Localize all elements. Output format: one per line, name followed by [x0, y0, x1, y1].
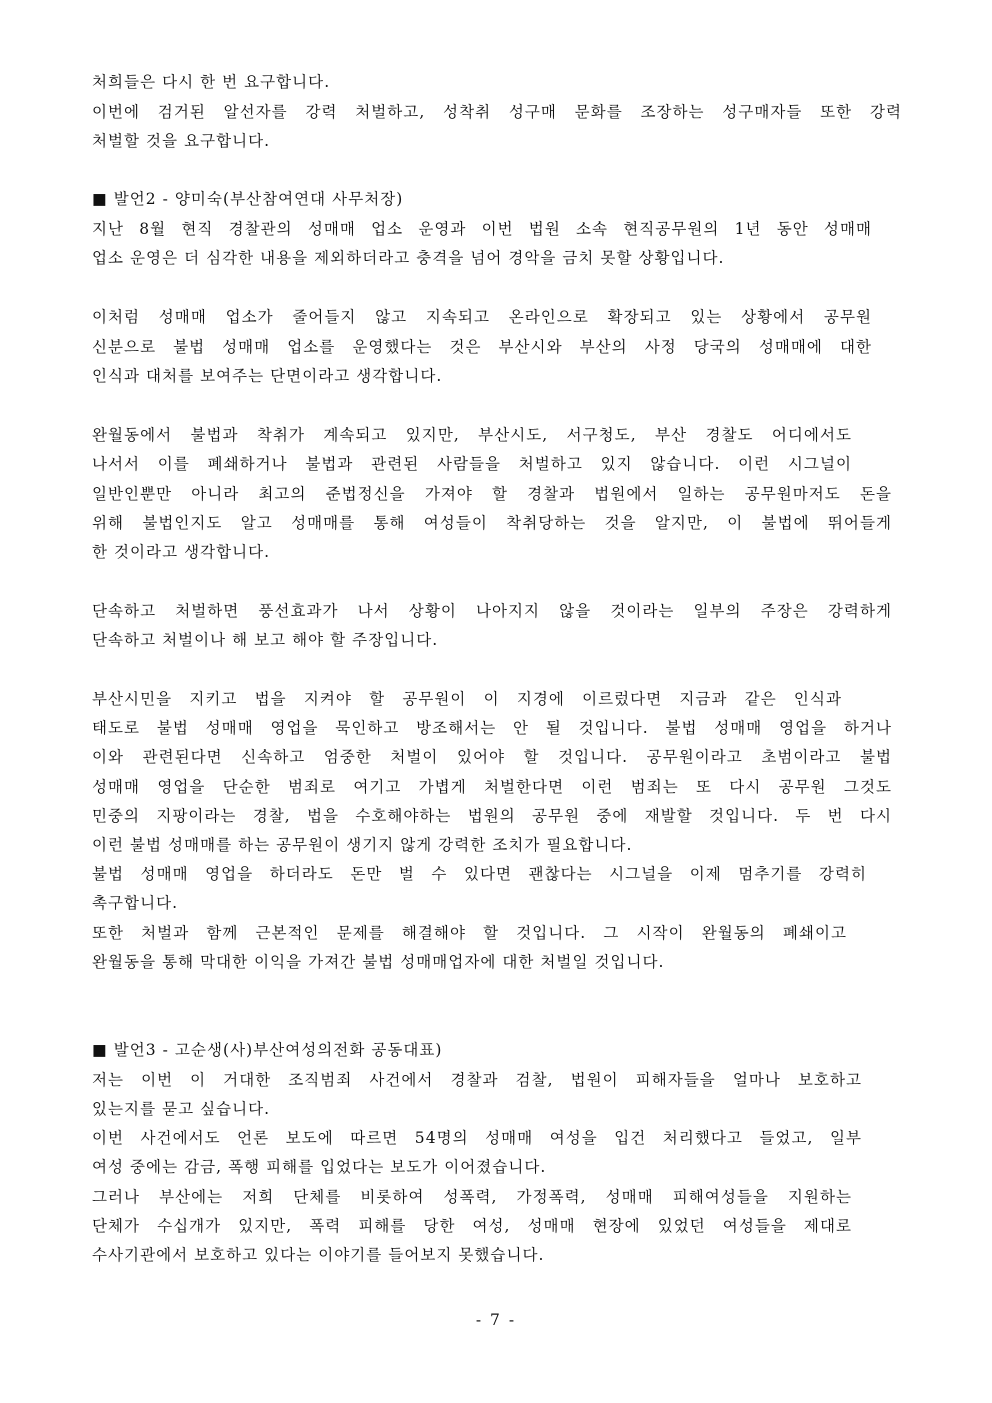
intro-line-1: 처희들은 다시 한 번 요구합니다.	[92, 73, 331, 91]
section2-p2-line-3: 인식과 대처를 보여주는 단면이라고 생각합니다.	[92, 367, 443, 385]
intro-line-3: 처벌할 것을 요구합니다.	[92, 132, 271, 150]
section2-p4-line-2: 단속하고 처벌이나 해 보고 해야 할 주장입니다.	[92, 631, 439, 649]
section3-p1-line-3: 이번 사건에서도 언론 보도에 따르면 54명의 성매매 여성을 입건 처리했다고 들었고, 일부	[92, 1129, 862, 1147]
intro-line-2: 이번에 검거된 알선자를 강력 처벌하고, 성착취 성구매 문화를 조장하는 성구매자들 또한 강력	[92, 103, 902, 121]
section3-p1-line-4: 여성 중에는 감금, 폭행 피해를 입었다는 보도가 이어졌습니다.	[92, 1158, 547, 1176]
section2-p5-line-8: 촉구합니다.	[92, 894, 179, 912]
square-bullet-icon: ■	[92, 1041, 108, 1059]
section3-p1-line-7: 수사기관에서 보호하고 있다는 이야기를 들어보지 못했습니다.	[92, 1246, 545, 1264]
section3-heading-text: 발언3 - 고순생(사)부산여성의전화 공동대표)	[113, 1041, 443, 1059]
section2-p3-line-4: 위해 불법인지도 알고 성매매를 통해 여성들이 착취당하는 것을 알지만, 이 불법에 뛰어들게	[92, 514, 892, 532]
section2-p4-line-1: 단속하고 처벌하면 풍선효과가 나서 상황이 나아지지 않을 것이라는 일부의 주장은 강력하게	[92, 602, 892, 620]
section2-p5-line-1: 부산시민을 지키고 법을 지켜야 할 공무원이 이 지경에 이르렀다면 지금과 같은 인식과	[92, 690, 842, 708]
section3-p1-line-5: 그러나 부산에는 저희 단체를 비롯하여 성폭력, 가정폭력, 성매매 피해여성들을 지원하는	[92, 1188, 852, 1206]
section2-p3-line-1: 완월동에서 불법과 착취가 계속되고 있지만, 부산시도, 서구청도, 부산 경찰도 어디에서도	[92, 426, 852, 444]
section2-p3-line-2: 나서서 이를 폐쇄하거나 불법과 관련된 사람들을 처벌하고 있지 않습니다. 이런 시그널이	[92, 455, 852, 473]
section2-heading-text: 발언2 - 양미숙(부산참여연대 사무처장)	[113, 190, 404, 208]
section2-p5-line-6: 이런 불법 성매매를 하는 공무원이 생기지 않게 강력한 조치가 필요합니다.	[92, 836, 633, 854]
section2-p2-line-2: 신분으로 불법 성매매 업소를 운영했다는 것은 부산시와 부산의 사정 당국의 성매매에 대한	[92, 338, 872, 356]
section2-p3-line-3: 일반인뿐만 아니라 최고의 준법정신을 가져야 할 경찰과 법원에서 일하는 공무원마저도 돈을	[92, 485, 892, 503]
section2-p5-line-3: 이와 관련된다면 신속하고 엄중한 처벌이 있어야 할 것입니다. 공무원이라고 초범이라고 불법	[92, 748, 892, 766]
section2-heading	[92, 189, 902, 209]
section2-p5-line-5: 민중의 지팡이라는 경찰, 법을 수호해야하는 법원의 공무원 중에 재발할 것입니다. 두 번 다시	[92, 807, 892, 825]
section2-p2-line-1: 이처럼 성매매 업소가 줄어들지 않고 지속되고 온라인으로 확장되고 있는 상황에서 공무원	[92, 308, 872, 326]
section3-p1-line-6: 단체가 수십개가 있지만, 폭력 피해를 당한 여성, 성매매 현장에 있었던 여성들을 제대로	[92, 1217, 852, 1235]
section3-p1-line-1: 저는 이번 이 거대한 조직범죄 사건에서 경찰과 검찰, 법원이 피해자들을 얼마나 보호하고	[92, 1071, 862, 1089]
section2-p5-line-2: 태도로 불법 성매매 영업을 묵인하고 방조해서는 안 될 것입니다. 불법 성매매 영업을 하거나	[92, 719, 892, 737]
section2-p3-line-5: 한 것이라고 생각합니다.	[92, 543, 271, 561]
square-bullet-icon: ■	[92, 190, 108, 208]
page-number: - 7 -	[475, 1311, 517, 1329]
section2-p5-line-4: 성매매 영업을 단순한 범죄로 여기고 가볍게 처벌한다면 이런 범죄는 또 다시 공무원 그것도	[92, 778, 892, 796]
section2-p5-line-9: 또한 처벌과 함께 근본적인 문제를 해결해야 할 것입니다. 그 시작이 완월동의 폐쇄이고	[92, 924, 847, 942]
section3-p1-line-2: 있는지를 묻고 싶습니다.	[92, 1100, 271, 1118]
section2-p1-line-2: 업소 운영은 더 심각한 내용을 제외하더라고 충격을 넘어 경악을 금치 못할 상황입니다.	[92, 249, 725, 267]
section3-heading	[92, 1040, 902, 1060]
section2-p1-line-1: 지난 8월 현직 경찰관의 성매매 업소 운영과 이번 법원 소속 현직공무원의 1년 동안 성매매	[92, 220, 872, 238]
section2-p5-line-7: 불법 성매매 영업을 하더라도 돈만 벌 수 있다면 괜찮다는 시그널을 이제 멈추기를 강력히	[92, 865, 867, 883]
section2-p5-line-10: 완월동을 통해 막대한 이익을 가져간 불법 성매매업자에 대한 처벌일 것입니다.	[92, 953, 665, 971]
